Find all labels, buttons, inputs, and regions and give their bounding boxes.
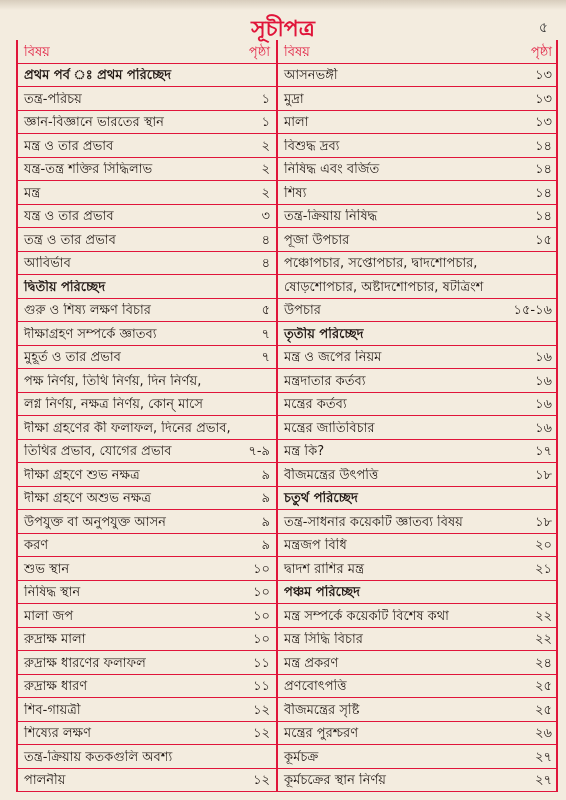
contents-row: [278, 134, 558, 158]
entry-title: জ্ঞান-বিজ্ঞানে ভারতের স্থান: [24, 115, 164, 130]
entry-page: ৭-৯: [248, 444, 270, 459]
entry-title: মন্ত্র ও জপের নিয়ম: [284, 350, 382, 365]
entry-title: পক্ষ নির্ণয়, তিথি নির্ণয়, দিন নির্ণয়,: [24, 373, 202, 389]
entry-page: ২৫: [535, 702, 552, 718]
entry-page: ১০: [253, 585, 270, 600]
entry-title: শিব-গায়ত্রী: [24, 702, 81, 718]
contents-row: [278, 228, 558, 252]
entry-page: ২৭: [535, 773, 552, 788]
entry-title: উপযুক্ত বা অনুপযুক্ত আসন: [24, 514, 166, 530]
contents-row: [278, 745, 558, 769]
contents-row: [278, 463, 558, 487]
entry-page: ১২: [253, 702, 270, 718]
entry-title: কূর্মচক্র: [284, 749, 319, 765]
entry-page: ১৪: [535, 138, 552, 154]
entry-page: ২১: [535, 561, 552, 577]
entry-page: ১৬: [535, 350, 552, 365]
entry-title: ষোড়শোপচার, অষ্টাদশোপচার, ষটত্রিংশ: [284, 279, 484, 295]
contents-row: [278, 299, 558, 323]
contents-row: [18, 722, 276, 746]
entry-page: ৯: [261, 538, 270, 553]
entry-title: মন্ত্র: [24, 185, 41, 201]
entry-page: ১৫-১৬: [513, 303, 552, 318]
contents-row: [18, 463, 276, 487]
entry-title: পালনীয়: [24, 773, 66, 788]
contents-row: [18, 769, 276, 793]
contents-row: [18, 675, 276, 699]
entry-title: কূর্মচক্রের স্থান নির্ণয়: [284, 773, 386, 788]
entry-page: ১৪: [535, 185, 552, 201]
entry-title: শিষ্যের লক্ষণ: [24, 726, 91, 741]
entry-title: মন্ত্রদাতার কর্তব্য: [284, 373, 366, 389]
entry-page: ১৬: [535, 397, 552, 412]
contents-row: [18, 252, 276, 276]
left-column: [18, 40, 276, 792]
entry-page: ১৩: [535, 115, 552, 130]
contents-row: [18, 487, 276, 511]
entry-title: প্রণবোৎপত্তি: [284, 679, 347, 694]
entry-page: ২০: [535, 538, 552, 553]
contents-row: [278, 769, 558, 793]
entry-title: মন্ত্রের পুরশ্চরণ: [284, 726, 359, 741]
page-title: সূচীপত্র: [251, 17, 315, 42]
entry-title: উপচার: [284, 303, 321, 318]
entry-page: ৪: [261, 232, 270, 248]
entry-page: ১২: [253, 773, 270, 788]
entry-title: মন্ত্র সম্পর্কে কয়েকটি বিশেষ কথা: [284, 608, 449, 624]
entry-title: করণ: [24, 538, 49, 553]
contents-row: [18, 604, 276, 628]
contents-row: [18, 228, 276, 252]
entry-page: ২৪: [535, 655, 552, 671]
entry-page: ২২: [535, 608, 552, 624]
entry-title: মন্ত্র প্রকরণ: [284, 655, 339, 671]
entry-title: বিষয়: [284, 44, 310, 60]
contents-row: [278, 651, 558, 675]
contents-row: [18, 510, 276, 534]
entry-page: ২: [261, 185, 270, 201]
contents-row: [18, 87, 276, 111]
contents-row: [278, 252, 558, 276]
contents-row: [278, 534, 558, 558]
contents-row: [18, 369, 276, 393]
section-heading: [278, 322, 558, 346]
contents-row: [18, 557, 276, 581]
contents-row: [278, 557, 558, 581]
entry-title: মুহূর্ত ও তার প্রভাব: [24, 350, 121, 365]
entry-title: মুদ্রা: [284, 91, 304, 107]
entry-title: দীক্ষাগ্রহণ সম্পর্কে জ্ঞাতব্য: [24, 326, 157, 342]
entry-title: শুভ স্থান: [24, 561, 70, 577]
contents-row: [278, 64, 558, 88]
entry-page: ৪: [261, 256, 270, 271]
entry-page: ৯: [261, 514, 270, 530]
entry-title: তন্ত্র ও তার প্রভাব: [24, 232, 116, 248]
entry-title: যন্ত্র ও তার প্রভাব: [24, 209, 114, 224]
entry-title: আবির্ভাব: [24, 256, 71, 271]
entry-page: ১৬: [535, 373, 552, 389]
contents-row: [18, 581, 276, 605]
entry-page: পৃষ্ঠা: [530, 44, 552, 60]
contents-row: [18, 416, 276, 440]
entry-page: ১: [261, 91, 270, 107]
entry-page: ২: [261, 138, 270, 154]
contents-table: [16, 40, 558, 792]
contents-row: [278, 440, 558, 464]
entry-page: ১৭: [535, 444, 552, 459]
entry-page: ১৩: [535, 68, 552, 83]
entry-title: তন্ত্র-ক্রিয়ায় কতকগুলি অবশ্য: [24, 749, 173, 765]
entry-page: ২৭: [535, 749, 552, 765]
contents-row: [18, 322, 276, 346]
contents-row: [278, 510, 558, 534]
entry-title: রুদ্রাক্ষ ধারণের ফলাফল: [24, 655, 146, 671]
entry-page: ১৮: [535, 467, 552, 483]
entry-page: ১১: [253, 655, 270, 671]
contents-row: [278, 698, 558, 722]
entry-page: ২২: [535, 632, 552, 647]
entry-title: দীক্ষা গ্রহণে শুভ নক্ষত্র: [24, 467, 140, 483]
entry-title: দীক্ষা গ্রহণে অশুভ নক্ষত্র: [24, 491, 151, 506]
entry-title: বিশুদ্ধ দ্রব্য: [284, 138, 340, 154]
entry-title: পঞ্চোপচার, সপ্তোপচার, দ্বাদশোপচার,: [284, 256, 478, 271]
entry-title: তন্ত্র-সাধনার কয়েকটি জ্ঞাতব্য বিষয়: [284, 514, 463, 530]
entry-page: পৃষ্ঠা: [248, 44, 270, 60]
contents-row: [278, 275, 558, 299]
entry-title: পঞ্চম পরিচ্ছেদ: [284, 585, 360, 600]
entry-title: শিষ্য: [284, 185, 307, 201]
entry-title: নিষিদ্ধ এবং বর্জিত: [284, 162, 380, 177]
column-header: [278, 40, 558, 64]
section-heading: [18, 64, 276, 88]
contents-row: [18, 134, 276, 158]
entry-page: ৯: [261, 467, 270, 483]
contents-row: [18, 158, 276, 182]
entry-title: যন্ত্র-তন্ত্র শক্তির সিদ্ধিলাভ: [24, 162, 153, 177]
entry-page: ১৮: [535, 514, 552, 530]
entry-title: মন্ত্র কি?: [284, 444, 325, 459]
contents-row: [18, 440, 276, 464]
entry-page: ২৬: [535, 726, 552, 741]
contents-row: [278, 87, 558, 111]
contents-row: [18, 651, 276, 675]
contents-row: [18, 299, 276, 323]
entry-title: মন্ত্রের কর্তব্য: [284, 397, 347, 412]
contents-row: [278, 181, 558, 205]
entry-title: বীজমন্ত্রের সৃষ্টি: [284, 702, 360, 718]
contents-row: [278, 369, 558, 393]
entry-title: আসনভঙ্গী: [284, 68, 338, 83]
entry-title: মন্ত্র সিদ্ধি বিচার: [284, 632, 363, 647]
entry-page: ১৪: [535, 162, 552, 177]
entry-title: রুদ্রাক্ষ মালা: [24, 632, 86, 647]
entry-title: মন্ত্রজপ বিধি: [284, 538, 347, 553]
entry-page: ১০: [253, 561, 270, 577]
entry-page: ৫: [261, 303, 270, 318]
contents-row: [278, 628, 558, 652]
entry-title: তন্ত্র-ক্রিয়ায় নিষিদ্ধ: [284, 209, 378, 224]
entry-title: বীজমন্ত্রের উৎপত্তি: [284, 467, 379, 483]
page-number: ৫: [538, 20, 548, 36]
contents-row: [278, 722, 558, 746]
contents-row: [278, 393, 558, 417]
entry-title: মালা জপ: [24, 608, 74, 624]
entry-title: গুরু ও শিষ্য লক্ষণ বিচার: [24, 303, 151, 318]
entry-page: ৭: [261, 350, 270, 365]
entry-page: ২৫: [535, 679, 552, 694]
contents-row: [18, 393, 276, 417]
entry-title: চতুর্থ পরিচ্ছেদ: [284, 491, 358, 506]
entry-title: পূজা উপচার: [284, 232, 350, 248]
entry-page: ১৩: [535, 91, 552, 107]
contents-row: [18, 745, 276, 769]
entry-title: রুদ্রাক্ষ ধারণ: [24, 679, 88, 694]
entry-page: ১০: [253, 608, 270, 624]
entry-title: তন্ত্র-পরিচয়: [24, 91, 82, 107]
entry-page: ১১: [253, 679, 270, 694]
entry-page: ৭: [261, 326, 270, 342]
entry-page: ১২: [253, 726, 270, 741]
entry-title: দ্বিতীয় পরিচ্ছেদ: [24, 279, 106, 295]
page-top-band: [0, 0, 566, 10]
entry-page: ১৪: [535, 209, 552, 224]
entry-page: ১: [261, 115, 270, 130]
entry-title: লগ্ন নির্ণয়, নক্ষত্র নির্ণয়, কোন্ মাসে: [24, 397, 203, 412]
contents-row: [278, 675, 558, 699]
entry-title: মন্ত্রের জাতিবিচার: [284, 420, 375, 436]
contents-row: [278, 416, 558, 440]
contents-row: [18, 628, 276, 652]
entry-title: প্রথম পর্ব ঃ প্রথম পরিচ্ছেদ: [24, 68, 172, 83]
contents-row: [18, 698, 276, 722]
entry-title: মন্ত্র ও তার প্রভাব: [24, 138, 114, 154]
entry-title: নিষিদ্ধ স্থান: [24, 585, 81, 600]
entry-page: ১৫: [535, 232, 552, 248]
entry-page: ৯: [261, 491, 270, 506]
contents-row: [18, 181, 276, 205]
entry-title: তিথির প্রভাব, যোগের প্রভাব: [24, 444, 172, 459]
contents-row: [18, 111, 276, 135]
right-column: [276, 40, 558, 792]
contents-row: [18, 346, 276, 370]
contents-row: [18, 534, 276, 558]
entry-page: ১৬: [535, 420, 552, 436]
entry-title: দ্বাদশ রাশির মন্ত্র: [284, 561, 365, 577]
section-heading: [18, 275, 276, 299]
entry-page: ২: [261, 162, 270, 177]
entry-title: দীক্ষা গ্রহণের কী ফলাফল, দিনের প্রভাব,: [24, 420, 231, 436]
section-heading: [278, 581, 558, 605]
contents-row: [278, 205, 558, 229]
section-heading: [278, 487, 558, 511]
contents-row: [278, 111, 558, 135]
entry-title: তৃতীয় পরিচ্ছেদ: [284, 326, 364, 342]
column-header: [18, 40, 276, 64]
entry-title: বিষয়: [24, 44, 50, 60]
contents-row: [278, 346, 558, 370]
entry-title: মালা: [284, 115, 309, 130]
entry-page: ৩: [261, 209, 270, 224]
contents-row: [278, 604, 558, 628]
contents-row: [278, 158, 558, 182]
contents-row: [18, 205, 276, 229]
entry-page: ১০: [253, 632, 270, 647]
